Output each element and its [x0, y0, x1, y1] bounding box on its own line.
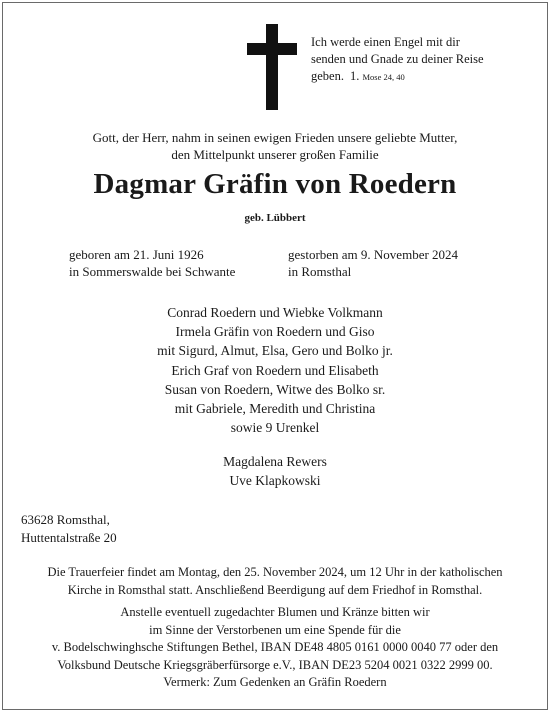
address-line: Huttentalstraße 20 [21, 530, 117, 545]
ceremony-line: Kirche in Romsthal statt. Anschließend Beerdigung auf dem Friedhof in Romsthal. [67, 582, 483, 597]
bible-quote [311, 34, 531, 86]
mourner-name: Magdalena Rewers [223, 454, 327, 469]
donation-line: im Sinne der Verstorbenen um eine Spende für die [149, 622, 401, 637]
death-info [288, 246, 458, 280]
intro-line: den Mittelpunkt unserer großen Familie [171, 147, 379, 162]
birth-place: in Sommerswalde bei Schwante [69, 264, 236, 279]
quote-reference-book: Mose 24, 40 [362, 72, 405, 82]
family-line: Susan von Roedern, Witwe des Bolko sr. [164, 381, 386, 397]
family-line: mit Sigurd, Almut, Elsa, Gero und Bolko jr. [157, 343, 393, 359]
death-date: gestorben am 9. November 2024 [288, 247, 459, 262]
birth-info [69, 246, 235, 280]
intro-text [0, 129, 550, 163]
maiden-name: geb. Lübbert [244, 212, 306, 224]
family-line: Erich Graf von Roedern und Elisabeth [171, 362, 379, 378]
cross-icon [247, 24, 297, 110]
family-line: mit Gabriele, Meredith und Christina [174, 401, 376, 417]
address-line: 63628 Romsthal, [21, 512, 110, 527]
deceased-name: Dagmar Gräfin von Roedern [93, 168, 457, 200]
quote-line: senden und Gnade zu deiner Reise [311, 52, 484, 66]
birth-date: geboren am 21. Juni 1926 [69, 247, 204, 262]
other-mourners [0, 452, 550, 490]
mourner-name: Uve Klapkowski [229, 473, 321, 488]
donation-line: Vermerk: Zum Gedenken an Gräfin Roedern [163, 675, 387, 689]
donation-request [0, 604, 550, 692]
ceremony-line: Die Trauerfeier findet am Montag, den 25. November 2024, um 12 Uhr in der katholischen [47, 565, 503, 579]
quote-line: Ich werde einen Engel mit dir [311, 35, 460, 49]
family-list [0, 303, 550, 437]
quote-line-end: geben. [311, 69, 344, 83]
donation-line: Volksbund Deutsche Kriegsgräberfürsorge e.V., IBAN DE23 5204 0021 0322 2999 00. [57, 657, 493, 672]
death-place: in Romsthal [288, 264, 352, 279]
family-line: Irmela Gräfin von Roedern und Giso [175, 324, 375, 340]
intro-line: Gott, der Herr, nahm in seinen ewigen Frieden unsere geliebte Mutter, [92, 130, 458, 145]
donation-line: Anstelle eventuell zugedachter Blumen und Kränze bitten wir [120, 605, 430, 619]
quote-line [311, 68, 531, 86]
quote-reference-number: 1. [349, 69, 360, 83]
address [21, 511, 117, 547]
donation-line: v. Bodelschwinghsche Stiftungen Bethel, IBAN DE48 4805 0161 0000 0040 77 oder den [51, 640, 499, 654]
family-line: sowie 9 Urenkel [230, 420, 320, 436]
family-line: Conrad Roedern und Wiebke Volkmann [167, 305, 383, 320]
ceremony-info [0, 564, 550, 599]
